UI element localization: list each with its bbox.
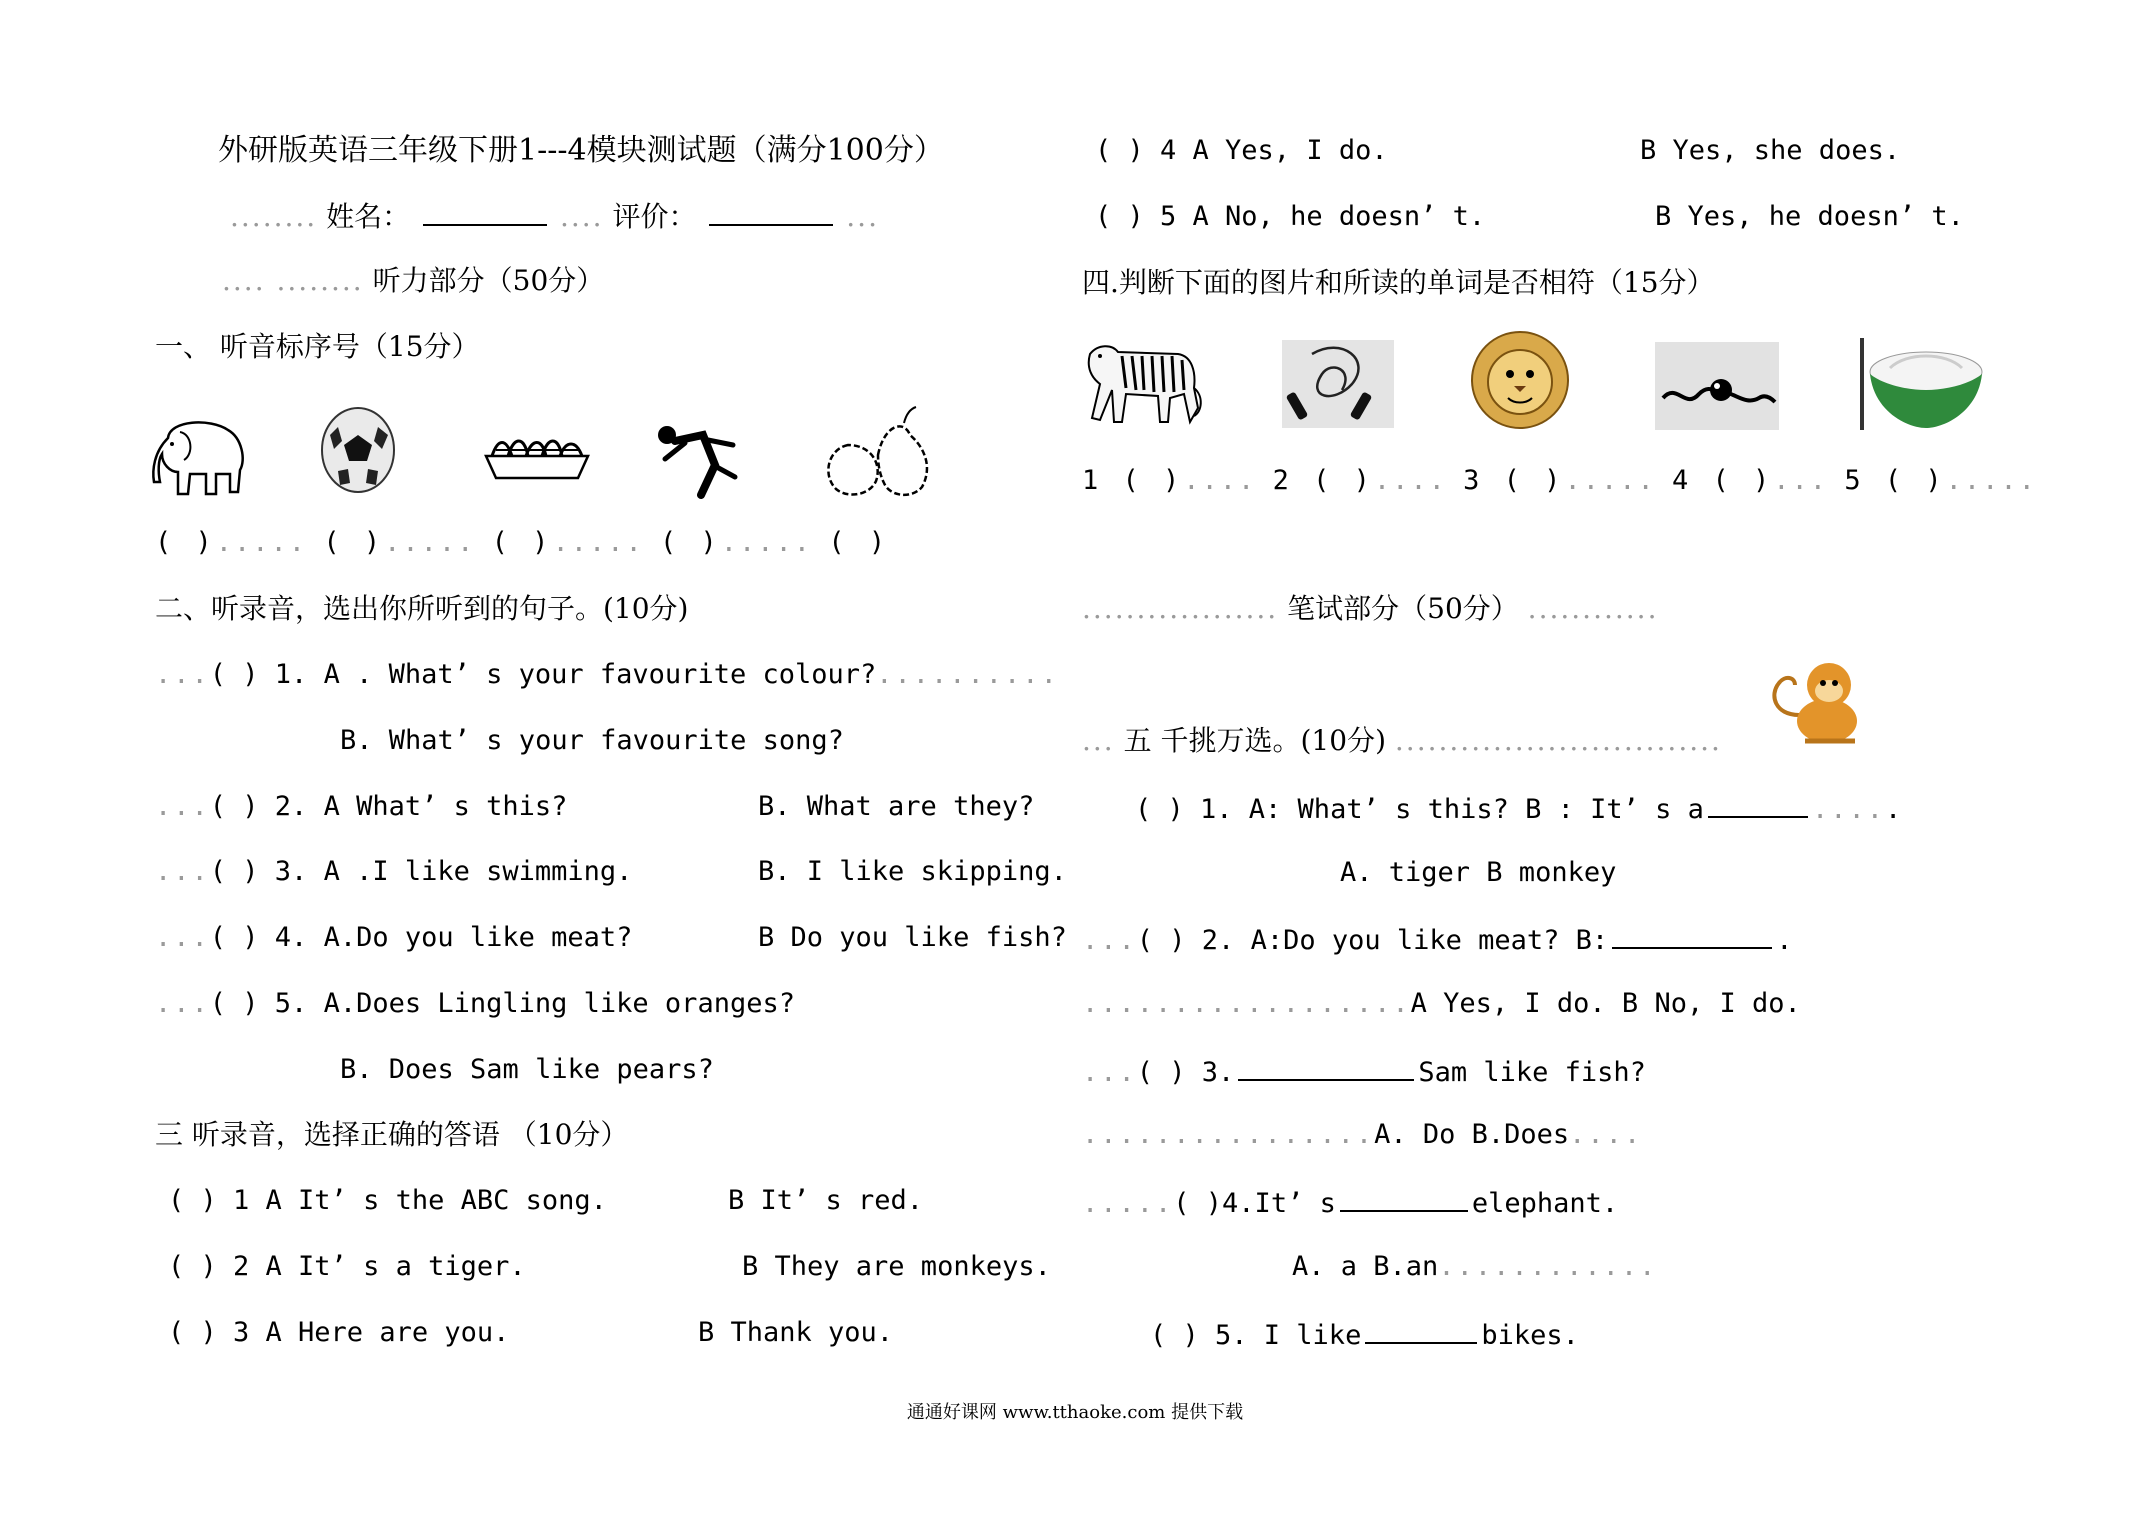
written-header-row: .................. 笔试部分（50分） ............: [1082, 592, 1659, 625]
sec3-q2-option-a: ( ) 2 A It’ s a tiger.: [168, 1251, 526, 1282]
sec3-q1-option-b: B It’ s red.: [728, 1185, 924, 1216]
sec5-q2-blank[interactable]: [1612, 921, 1772, 949]
sec5-q3-options-row: ................A. Do B.Does....: [1082, 1119, 1643, 1150]
page-title: 外研版英语三年级下册1---4模块测试题（满分100分）: [218, 133, 944, 168]
sec2-q4-option-b: B Do you like fish?: [758, 922, 1067, 953]
sec5-q1-text: ( ) 1. A: What’ s this? B : It’ s a: [1135, 794, 1704, 825]
answer-paren-2[interactable]: ( ): [323, 527, 385, 558]
section1-answer-row: ( )..... ( )..... ( )..... ( )..... ( ): [155, 527, 890, 558]
sec5-q4: .....( )4.It’ s elephant.: [1082, 1184, 1618, 1221]
sec3-q2-option-b: B They are monkeys.: [742, 1251, 1051, 1282]
section3-header: 三 听录音，选择正确的答语 （10分）: [155, 1118, 629, 1151]
sec5-q3-options: A. Do B.Does: [1374, 1119, 1570, 1150]
listening-header: 听力部分（50分）: [372, 264, 605, 297]
sec5-q2-options-row: ..................A Yes, I do. B No, I do.: [1082, 988, 1801, 1019]
sec5-q5-text: ( ) 5. I like: [1150, 1320, 1362, 1351]
sec3-q3-option-a: ( ) 3 A Here are you.: [168, 1317, 510, 1348]
section1-header: 一、 听音标序号（15分）: [155, 330, 480, 363]
sec3-q4-option-b: B Yes, she does.: [1640, 135, 1901, 166]
sec5-q4-text: ( )4.It’ s: [1173, 1188, 1336, 1219]
sec2-q1: ...( ) 1. A . What’ s your favourite colour?..........: [155, 659, 1059, 690]
sec5-q3-blank[interactable]: [1238, 1053, 1414, 1081]
sec2-q4: ...( ) 4. A.Do you like meat?: [155, 922, 633, 953]
noodles-picture: [482, 430, 592, 485]
eval-blank[interactable]: [709, 198, 833, 226]
sec3-q4-option-a: ( ) 4 A Yes, I do.: [1095, 135, 1388, 166]
judge-item-4[interactable]: 4 ( ): [1671, 465, 1774, 496]
monkey-picture: [1765, 655, 1875, 750]
answer-paren-3[interactable]: ( ): [491, 527, 553, 558]
sec5-q1-options: A. tiger B monkey: [1340, 857, 1617, 888]
sec3-q3-option-b: B Thank you.: [698, 1317, 894, 1348]
answer-paren-5[interactable]: ( ): [828, 527, 890, 558]
sec2-q2-option-a: ( ) 2. A What’ s this?: [209, 791, 568, 822]
section4-answer-row: 1 ( ).... 2 ( ).... 3 ( )..... 4 ( )... 5 ( ).....: [1082, 465, 2037, 496]
sec5-q2-text: ( ) 2. A:Do you like meat? B:: [1136, 925, 1609, 956]
pears-picture: [818, 405, 948, 500]
sec5-q4-options-row: A. a B.an............: [1292, 1251, 1658, 1282]
skipping-rope-picture: [1282, 340, 1394, 428]
sec5-q2: ...( ) 2. A:Do you like meat? B: .: [1082, 921, 1792, 958]
answer-paren-4[interactable]: ( ): [659, 527, 721, 558]
sec5-q5-blank[interactable]: [1365, 1316, 1477, 1344]
answer-paren-1[interactable]: ( ): [155, 527, 216, 558]
sec2-q3-option-b: B. I like skipping.: [758, 856, 1067, 887]
sec5-q4-options: A. a B.an: [1292, 1251, 1439, 1282]
section2-header: 二、听录音，选出你所听到的句子。(10分): [155, 592, 689, 625]
elephant-picture: [150, 410, 250, 500]
listening-header-row: .... ........ 听力部分（50分）: [222, 264, 605, 297]
sec2-q2: ...( ) 2. A What’ s this?: [155, 791, 568, 822]
sec2-q1-option-a: ( ) 1. A . What’ s your favourite colour?: [209, 659, 877, 690]
sec5-q1-blank[interactable]: [1708, 790, 1808, 818]
skipping-person-picture: [645, 415, 740, 500]
sec2-q5: ...( ) 5. A.Does Lingling like oranges?: [155, 988, 795, 1019]
tiger-picture: [1082, 332, 1207, 427]
rice-bowl-picture: [1860, 338, 1990, 430]
sec2-q5-option-a: ( ) 5. A.Does Lingling like oranges?: [209, 988, 795, 1019]
name-blank[interactable]: [423, 198, 547, 226]
section5-header-row: ... 五 千挑万选。(10分) ..............................: [1082, 724, 1722, 757]
sec5-q4-blank[interactable]: [1340, 1184, 1468, 1212]
section4-header: 四.判断下面的图片和所读的单词是否相符（15分）: [1082, 266, 1715, 299]
sec5-q3-text: ( ) 3.: [1136, 1057, 1235, 1088]
sec2-q2-option-b: B. What are they?: [758, 791, 1035, 822]
footer-credit: 通通好课网 www.tthaoke.com 提供下载: [906, 1402, 1244, 1423]
name-label: 姓名：: [326, 200, 411, 233]
sec2-q5-option-b: B. Does Sam like pears?: [340, 1054, 714, 1085]
sec3-q5-option-a: ( ) 5 A No, he doesn’ t.: [1095, 201, 1486, 232]
lion-picture: [1468, 330, 1572, 430]
football-picture: [318, 405, 398, 495]
sec2-q1-option-b: B. What’ s your favourite song?: [340, 725, 844, 756]
judge-item-2[interactable]: 2 ( ): [1272, 465, 1374, 496]
judge-item-3[interactable]: 3 ( ): [1463, 465, 1565, 496]
sec5-q2-options: A Yes, I do. B No, I do.: [1410, 988, 1801, 1019]
sec2-q3-option-a: ( ) 3. A .I like swimming.: [209, 856, 633, 887]
sec2-q4-option-a: ( ) 4. A.Do you like meat?: [209, 922, 633, 953]
sec5-q5: ( ) 5. I like bikes.: [1150, 1316, 1579, 1353]
name-row: ........ 姓名： .... 评价： ...: [230, 200, 879, 233]
section5-header: 五 千挑万选。(10分): [1123, 724, 1386, 757]
sec3-q5-option-b: B Yes, he doesn’ t.: [1655, 201, 1964, 232]
judge-item-1[interactable]: 1 ( ): [1082, 465, 1184, 496]
sec5-q1: ( ) 1. A: What’ s this? B : It’ s a .....: [1135, 790, 1901, 827]
eval-label: 评价：: [612, 200, 697, 233]
judge-item-5[interactable]: 5 ( ): [1844, 465, 1946, 496]
written-header: 笔试部分（50分）: [1287, 592, 1519, 625]
sec3-q1-option-a: ( ) 1 A It’ s the ABC song.: [168, 1185, 607, 1216]
sec2-q3: ...( ) 3. A .I like swimming.: [155, 856, 633, 887]
ball-on-string-picture: [1655, 342, 1779, 430]
sec5-q3: ...( ) 3. Sam like fish?: [1082, 1053, 1646, 1090]
